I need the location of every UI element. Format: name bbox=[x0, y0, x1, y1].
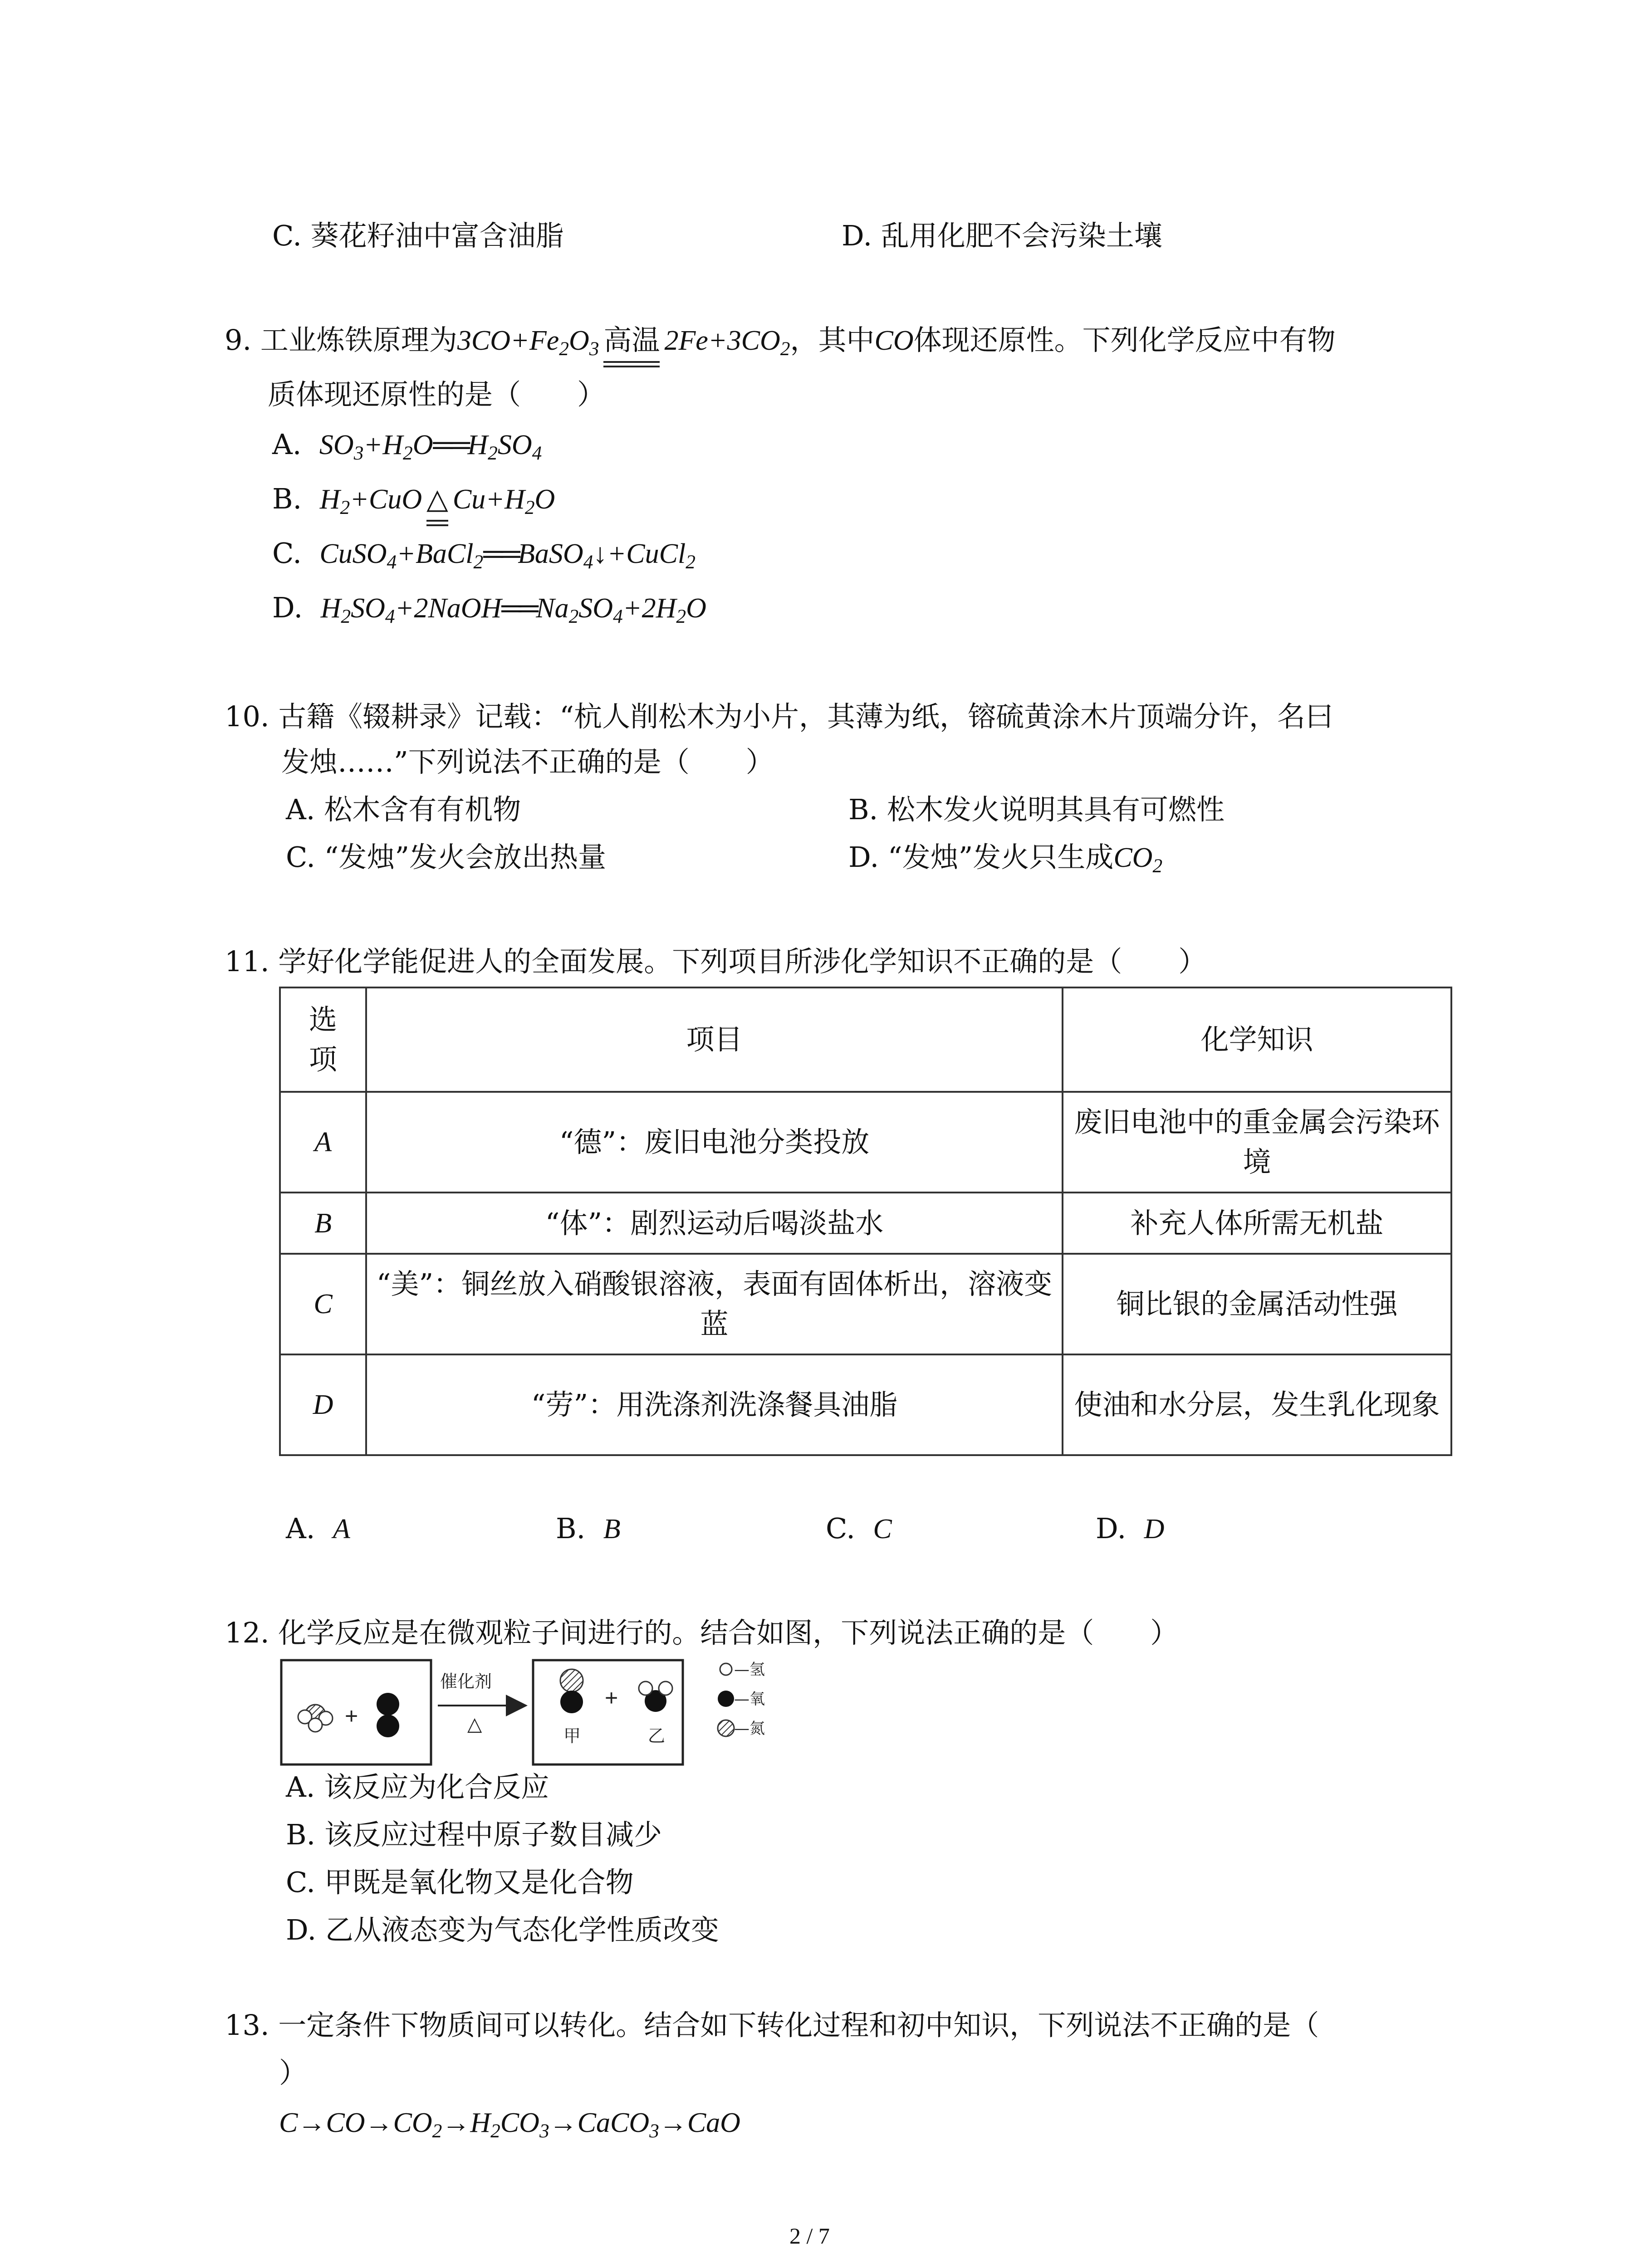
row-option: B bbox=[280, 1193, 366, 1254]
header-knowledge: 化学知识 bbox=[1063, 987, 1451, 1092]
table-row bbox=[280, 1193, 1451, 1254]
heat-triangle-icon: △ bbox=[426, 476, 448, 526]
yi-label: 乙 bbox=[648, 1726, 666, 1746]
row-item: “德”：废旧电池分类投放 bbox=[366, 1092, 1063, 1193]
q12-option-a: A. 该反应为化合反应 bbox=[286, 1770, 549, 1804]
q13-stem-line2: ） bbox=[279, 2056, 308, 2089]
q12-option-d: D. 乙从液态变为气态化学性质改变 bbox=[286, 1913, 719, 1946]
q9-option-b: B. $H_2+CuO$ △ $Cu+H_2O$ bbox=[272, 476, 555, 526]
row-knowledge: 使油和水分层，发生乳化现象 bbox=[1063, 1354, 1451, 1455]
q12-option-c: C. 甲既是氧化物又是化合物 bbox=[286, 1866, 634, 1899]
q11-choice-b: B. B bbox=[556, 1512, 621, 1545]
q10-option-c: C. “发烛”发火会放出热量 bbox=[286, 841, 607, 874]
row-option: D bbox=[280, 1354, 366, 1455]
heat-label: △ bbox=[467, 1713, 482, 1735]
q9-option-c: C. CuSO$_4$+BaCl$_2$══ BaSO$_4$↓+CuCl$_2$ bbox=[272, 531, 696, 577]
row-knowledge: 废旧电池中的重金属会污染环境 bbox=[1063, 1092, 1451, 1193]
legend-hydrogen: —氢 bbox=[734, 1661, 765, 1679]
row-knowledge: 铜比银的金属活动性强 bbox=[1063, 1254, 1451, 1354]
water-molecule-icon bbox=[639, 1681, 672, 1712]
catalyst-label: 催化剂 bbox=[440, 1672, 492, 1691]
q10-stem-line1: 10. 古籍《辍耕录》记载：“杭人削松木为小片，其薄为纸，镕硫黄涂木片顶端分许，名曰 bbox=[225, 700, 1334, 733]
q11-choice-d: D. D bbox=[1096, 1512, 1165, 1545]
legend bbox=[718, 1661, 765, 1738]
legend-oxygen: —氧 bbox=[734, 1690, 765, 1708]
oxygen-molecule-icon bbox=[377, 1693, 399, 1737]
row-item: “劳”：用洗涤剂洗涤餐具油脂 bbox=[366, 1354, 1063, 1455]
plus-sign: + bbox=[605, 1685, 618, 1711]
q12-option-b: B. 该反应过程中原子数目减少 bbox=[286, 1818, 662, 1851]
products-box bbox=[533, 1660, 683, 1765]
nitrogen-atom-icon bbox=[718, 1720, 734, 1736]
table-header-row bbox=[280, 987, 1451, 1092]
reaction-diagram bbox=[272, 1651, 794, 1778]
q9-option-d: D. $H_2SO_4+2NaOH══$ $Na_2SO_4+2H_2O$ bbox=[272, 585, 706, 631]
q10-option-a: A. 松木含有有机物 bbox=[286, 793, 521, 826]
q10-option-d: D. “发烛”发火只生成$CO_2$ bbox=[848, 841, 1163, 877]
nitric-oxide-molecule-icon bbox=[560, 1669, 583, 1713]
row-option: A bbox=[280, 1092, 366, 1193]
q13-stem-line1: 13. 一定条件下物质间可以转化。结合如下转化过程和初中知识，下列说法不正确的是（ bbox=[225, 2009, 1319, 2042]
row-knowledge: 补充人体所需无机盐 bbox=[1063, 1193, 1451, 1254]
row-item: “美”：铜丝放入硝酸银溶液，表面有固体析出，溶液变蓝 bbox=[366, 1254, 1063, 1354]
table-row bbox=[280, 1254, 1451, 1354]
reaction-condition: 高温 bbox=[603, 318, 660, 367]
table-row bbox=[280, 1354, 1451, 1455]
q10-option-b: B. 松木发火说明其具有可燃性 bbox=[848, 793, 1225, 826]
header-item: 项目 bbox=[366, 987, 1063, 1092]
row-option: C bbox=[280, 1254, 366, 1354]
page-number: 2 / 7 bbox=[789, 2223, 830, 2248]
q8-option-c: C. 葵花籽油中富含油脂 bbox=[272, 219, 564, 252]
header-option: 选项 bbox=[280, 987, 366, 1092]
plus-sign: + bbox=[345, 1703, 358, 1729]
q8-option-d: D. 乱用化肥不会污染土壤 bbox=[842, 219, 1162, 252]
legend-nitrogen: —氮 bbox=[734, 1720, 765, 1738]
q12-stem: 12. 化学反应是在微观粒子间进行的。结合如图，下列说法正确的是（ ） bbox=[225, 1616, 1179, 1649]
q11-choice-a: A. A bbox=[286, 1512, 350, 1545]
q10-stem-line2: 发烛……”下列说法不正确的是（ ） bbox=[281, 745, 774, 778]
oxygen-atom-icon bbox=[718, 1691, 734, 1707]
q11-choice-c: C. C bbox=[826, 1512, 892, 1545]
q9-option-a: A. $SO_3+H_2O══$ $H_2SO_4$ bbox=[272, 422, 542, 468]
ammonia-molecule-icon bbox=[298, 1705, 333, 1732]
table-row bbox=[280, 1092, 1451, 1193]
q9-stem-line2: 质体现还原性的是（ ） bbox=[268, 378, 606, 411]
q9-stem-line1: 9. 工业炼铁原理为$3CO+Fe_2O_3$ 高温 $2Fe+3CO_2$，其中CO体现还原性。下列化学反应中有物 bbox=[225, 318, 1336, 367]
q11-table bbox=[279, 987, 1452, 1456]
conversion-chain: $C\to CO\to CO_2\to H_2CO_3\to CaCO_3\to CaO$ bbox=[279, 2107, 740, 2142]
row-item: “体”：剧烈运动后喝淡盐水 bbox=[366, 1193, 1063, 1254]
jia-label: 甲 bbox=[563, 1726, 581, 1746]
hydrogen-atom-icon bbox=[720, 1663, 732, 1675]
q11-stem: 11. 学好化学能促进人的全面发展。下列项目所涉化学知识不正确的是（ ） bbox=[225, 945, 1207, 978]
